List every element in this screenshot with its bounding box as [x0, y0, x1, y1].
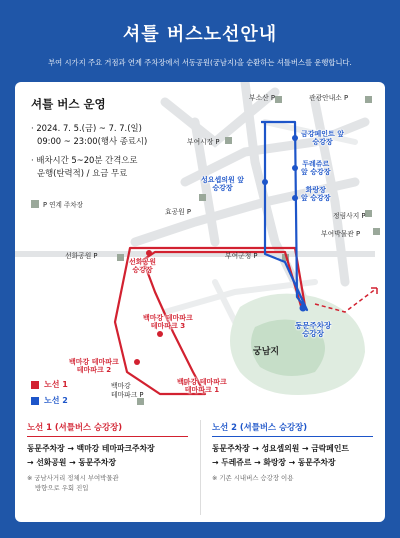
- stop-label-seonhwa: 선화공원 승강장: [129, 258, 157, 274]
- stop-dongmun: [300, 305, 307, 312]
- label-hyowon: 효공원 P: [165, 208, 191, 216]
- operation-interval-2: 운행(탄력적) / 요금 무료: [37, 168, 128, 178]
- stop-label-theme2: 백마강 테마파크 테마파크 2: [69, 358, 119, 374]
- stop-label-theme1: 백마강 테마파크 테마파크 1: [177, 378, 227, 394]
- stop-dure: [292, 165, 298, 171]
- route1-note-1: ※ 궁남사거리 정체시 부여박물관: [27, 474, 119, 482]
- route1-note-2: 방향으로 우회 진입: [35, 484, 89, 492]
- stop-seonhwa: [146, 250, 152, 256]
- route2-line-1: 동문주차장 → 성요셉의원 → 금락페인트: [212, 444, 349, 453]
- page-title: 셔틀 버스노선안내: [122, 24, 278, 45]
- route2-swatch-icon: [31, 397, 39, 405]
- stop-theme3: [157, 331, 163, 337]
- parking-legend: [31, 199, 83, 209]
- route-legend-2: [31, 395, 68, 406]
- stop-geumgang: [292, 135, 298, 141]
- route-legend-1: [31, 379, 68, 390]
- operation-interval-1: · 배차시간 5~20분 간격으로: [31, 155, 138, 165]
- label-market: 부여시장 P: [187, 138, 220, 146]
- stop-theme2: [134, 359, 140, 365]
- label-busan: 부소산 P: [249, 94, 275, 102]
- stop-label-dongmun: 동문주차장 승강장: [295, 321, 332, 338]
- route2-note-1: ※ 기존 시내버스 승강장 이용: [212, 474, 294, 482]
- route1-heading: 노선 1 (셔틀버스 승강장): [27, 418, 188, 437]
- label-county-office: 부여군청 P: [225, 252, 258, 260]
- route1-line-1: 동문주차장 → 백마강 테마파크주차장: [27, 444, 155, 453]
- routes-description: [15, 412, 385, 522]
- parking-legend-label: P 연계 주차장: [43, 201, 84, 209]
- label-tourist-info: 관광안내소 P: [309, 94, 349, 102]
- operation-info: [31, 96, 181, 180]
- stop-label-theme3: 백마강 테마파크 테마파크 3: [143, 314, 193, 330]
- info-card: [15, 82, 385, 522]
- route2-column: [200, 418, 385, 483]
- label-seonhwa-park: 선화공원 P: [65, 252, 98, 260]
- label-museum: 부여박물관 P: [321, 230, 361, 238]
- route-legend: [31, 379, 68, 411]
- route1-line-2: → 선화공원 → 동문주차장: [27, 458, 116, 467]
- stop-hwarang: [292, 195, 298, 201]
- label-jeongnim: 정림사지 P: [333, 212, 366, 220]
- stop-label-seongyo: 성요셉의원 앞 승강장: [201, 176, 245, 192]
- operation-time: 09:00 ~ 23:00(행사 종료시): [37, 136, 148, 146]
- route2-line-2: → 두레쥬르 → 화랑장 → 동문주차장: [212, 458, 336, 467]
- operation-title: 셔틀 버스 운영: [31, 97, 106, 111]
- stop-label-dure: 두레쥬르 앞 승강장: [301, 160, 331, 176]
- label-baekmagang-park: 백마강 테마파크 P: [111, 382, 144, 399]
- stop-label-geumgang: 금강페인트 앞 승강장: [301, 130, 345, 146]
- label-gungnamji: 궁남지: [253, 347, 280, 357]
- route1-legend-label: 노선 1: [44, 380, 68, 389]
- page-subtitle: 부여 시가지 주요 거점과 연계 주차장에서 서동공원(궁남지)을 순환하는 셔틀버스를 운행합니다.: [48, 58, 352, 67]
- route1-column: [15, 418, 200, 493]
- route1-swatch-icon: [31, 381, 39, 389]
- stop-seongyo: [262, 179, 268, 185]
- route2-heading: 노선 2 (셔틀버스 승강장): [212, 418, 373, 437]
- stop-label-hwarang: 화랑장 앞 승강장: [301, 186, 331, 202]
- parking-swatch-icon: [31, 200, 39, 208]
- route2-legend-label: 노선 2: [44, 396, 68, 405]
- operation-date: · 2024. 7. 5.(금) ~ 7. 7.(일): [31, 123, 142, 133]
